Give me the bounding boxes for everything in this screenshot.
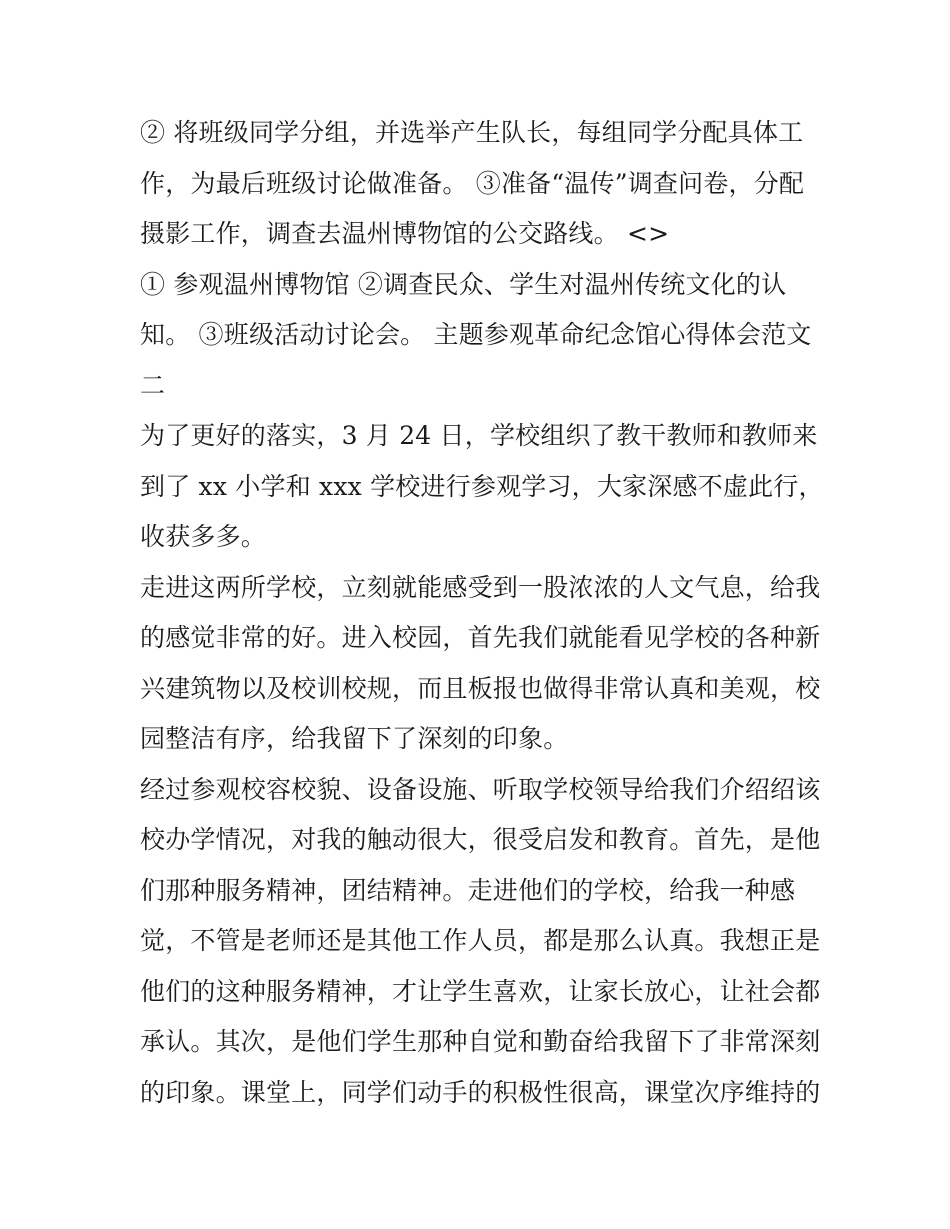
text-line: 到了 xx 小学和 xxx 学校进行参观学习，大家深感不虚此行， xyxy=(140,471,824,501)
text-line: 收获多多。 xyxy=(140,522,267,551)
text-line: 经过参观校容校貌、设备设施、听取学校领导给我们介绍绍该 xyxy=(140,774,821,804)
text-line: 校办学情况，对我的触动很大，很受启发和教育。首先，是他 xyxy=(140,825,821,854)
text-line: 摄影工作，调查去温州博物馆的公交路线。 <> xyxy=(140,219,670,248)
text-line: 走进这两所学校，立刻就能感受到一股浓浓的人文气息，给我 xyxy=(140,572,821,602)
text-line: 为了更好的落实，3 月 24 日，学校组织了教干教师和教师来 xyxy=(140,421,818,450)
text-line: 知。 ③班级活动讨论会。 主题参观革命纪念馆心得体会范文 xyxy=(140,320,812,349)
text-line: 们那种服务精神，团结精神。走进他们的学校，给我一种感 xyxy=(140,875,796,905)
text-line: 的印象。课堂上，同学们动手的积极性很高，课堂次序维持的 xyxy=(140,1077,821,1107)
text-line: 兴建筑物以及校训校规，而且板报也做得非常认真和美观，校 xyxy=(140,673,821,703)
text-line: 园整洁有序，给我留下了深刻的印象。 xyxy=(140,724,569,753)
text-line: 觉，不管是老师还是其他工作人员，都是那么认真。我想正是 xyxy=(140,926,821,955)
text-line: 的感觉非常的好。进入校园，首先我们就能看见学校的各种新 xyxy=(140,623,821,652)
text-line: 二 xyxy=(140,370,166,400)
text-line: ① 参观温州博物馆 ②调查民众、学生对温州传统文化的认 xyxy=(140,269,787,299)
text-line: 他们的这种服务精神，才让学生喜欢，让家长放心，让社会都 xyxy=(140,976,821,1006)
document-body xyxy=(140,108,824,1118)
text-line: 承认。其次，是他们学生那种自觉和勤奋给我留下了非常深刻 xyxy=(140,1027,821,1056)
text-line: 作，为最后班级讨论做准备。 ③准备“温传”调查问卷，分配 xyxy=(140,168,805,198)
text-line: ② 将班级同学分组，并选举产生队长，每组同学分配具体工 xyxy=(140,118,804,147)
